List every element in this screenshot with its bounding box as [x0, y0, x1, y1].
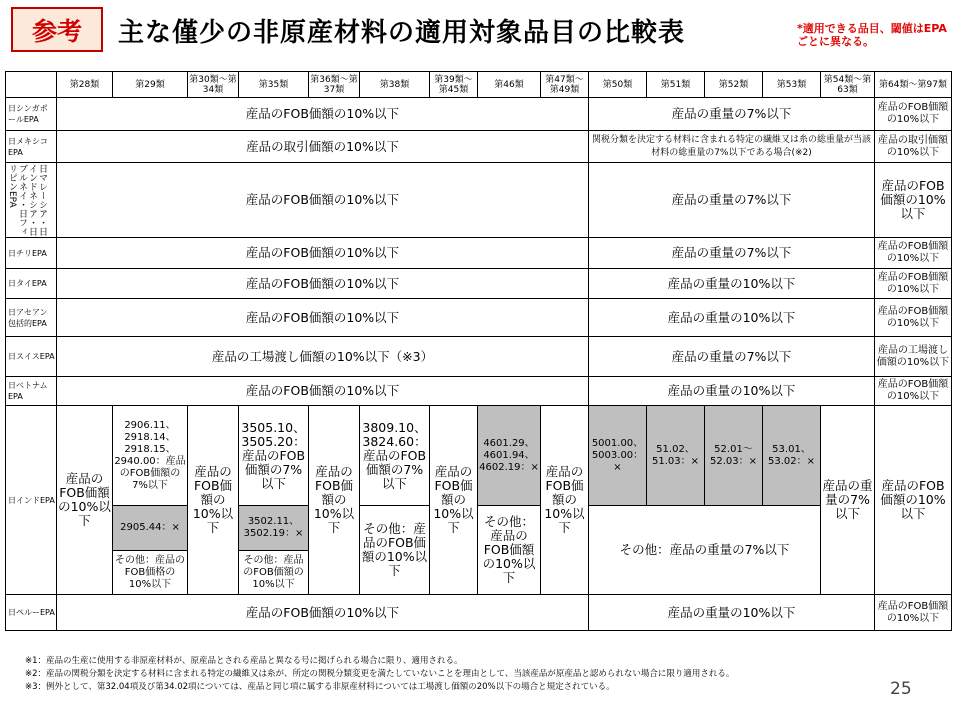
row-label: 日シンガポールEPA: [6, 98, 57, 131]
page-number: 25: [890, 679, 912, 699]
rule-cell-64: 産品のFOB価額の10%以下: [875, 406, 952, 595]
rule-cell: 産品のFOB価額の10%以下: [57, 163, 589, 238]
rule-cell: 産品のFOB価額の10%以下: [875, 98, 952, 131]
rule-cell: 産品の重量の10%以下: [589, 269, 875, 299]
header-cell: 第36類～第37類: [309, 72, 360, 98]
header-cell: 第51類: [647, 72, 705, 98]
rule-cell: 産品のFOB価額の10%以下: [430, 406, 478, 595]
rule-cell-38-other: その他：産品のFOB価額の10%以下: [360, 506, 430, 595]
header-cell: 第38類: [360, 72, 430, 98]
rule-cell-38: 3809.10、3824.60：産品のFOB価額の7%以下: [360, 406, 430, 506]
header-cell: 第39類～第45類: [430, 72, 478, 98]
header-cell: 第50類: [589, 72, 647, 98]
header-cell: 第46類: [478, 72, 541, 98]
table-row: [6, 98, 952, 131]
row-label: 日アセアン包括的EPA: [6, 299, 57, 337]
rule-cell: 産品の工場渡し価額の10%以下: [875, 337, 952, 377]
rule-cell: 産品のFOB価額の10%以下: [875, 238, 952, 269]
header-row: [6, 72, 952, 98]
page-title: 主な僅少の非原産材料の適用対象品目の比較表: [118, 18, 686, 48]
rule-cell: 産品の重量の7%以下: [589, 337, 875, 377]
corner-cell: [6, 72, 57, 98]
row-label: 日スイスEPA: [6, 337, 57, 377]
table-row: [6, 595, 952, 631]
rule-cell-51: 51.02、51.03：×: [647, 406, 705, 506]
rule-cell: 産品のFOB価額の10%以下: [875, 163, 952, 238]
table-row: [6, 377, 952, 406]
india-row-2: [6, 506, 952, 551]
header-cell: 第28類: [57, 72, 113, 98]
table-row: [6, 337, 952, 377]
rule-cell: 関税分類を決定する材料に含まれる特定の繊維又は糸の総重量が当該材料の総重量の7%以下である場合(※2): [589, 131, 875, 163]
row-label: 日インドEPA: [6, 406, 57, 595]
header-cell: 第54類～第63類: [821, 72, 875, 98]
rule-cell: 産品のFOB価額の10%以下: [57, 377, 589, 406]
rule-cell-52: 52.01～52.03：×: [705, 406, 763, 506]
rule-cell-29: 2906.11、2918.14、2918.15、2940.00：産品のFOB価額の7%以下: [113, 406, 188, 506]
rule-cell: 産品のFOB価額の10%以下: [875, 299, 952, 337]
rule-cell: 産品のFOB価額の10%以下: [875, 269, 952, 299]
reference-badge: 参考: [11, 7, 103, 52]
header-cell: 第64類～第97類: [875, 72, 952, 98]
rule-cell: 産品のFOB価額の10%以下: [57, 595, 589, 631]
footnote: ※3：例外として、第32.04項及び第34.02項については、産品と同じ項に属する非原産材料については工場渡し価額の20%以下の場合と規定されている。: [25, 682, 615, 692]
rule-cell: 産品の重量の10%以下: [589, 595, 875, 631]
rule-cell-35-other: その他：産品のFOB価額の10%以下: [239, 551, 309, 595]
rule-cell: 産品の取引価額の10%以下: [875, 131, 952, 163]
table-row: [6, 269, 952, 299]
rule-cell-35-excluded: 3502.11、3502.19：×: [239, 506, 309, 551]
table-row: [6, 131, 952, 163]
rule-cell: 産品のFOB価額の10%以下: [57, 269, 589, 299]
table-row: [6, 238, 952, 269]
row-label: [6, 163, 57, 238]
footnote: ※1：産品の生産に使用する非原産材料が、原産品とされる産品と異なる号に掲げられる場合に限り、適用される。: [25, 656, 463, 666]
rule-cell: 産品のFOB価額の10%以下: [57, 98, 589, 131]
rule-cell: 産品の重量の10%以下: [589, 299, 875, 337]
rule-cell-54: 産品の重量の7%以下: [821, 406, 875, 595]
rule-cell-46: 4601.29、4601.94、4602.19：×: [478, 406, 541, 506]
row-label: 日チリEPA: [6, 238, 57, 269]
rule-cell-46-other: その他：産品のFOB価額の10%以下: [478, 506, 541, 595]
row-label: 日メキシコEPA: [6, 131, 57, 163]
rule-cell: 産品のFOB価額の10%以下: [57, 299, 589, 337]
rule-cell: 産品の取引価額の10%以下: [57, 131, 589, 163]
rule-cell: 産品の重量の10%以下: [589, 377, 875, 406]
header-cell: 第53類: [763, 72, 821, 98]
rule-cell: 産品のFOB価額の10%以下: [57, 238, 589, 269]
row-label-text: 日マレーシア・日インドネシア・日ブルネイ・日フィリピンEPA: [7, 164, 47, 236]
header-cell: 第29類: [113, 72, 188, 98]
comparison-table: [5, 71, 952, 631]
row-label: 日タイEPA: [6, 269, 57, 299]
rule-cell-29-excluded: 2905.44：×: [113, 506, 188, 551]
rule-cell: 産品のFOB価額の10%以下: [541, 406, 589, 595]
header-cell: 第30類～第34類: [188, 72, 239, 98]
row-label: 日ベトナムEPA: [6, 377, 57, 406]
footnote: ※2：産品の関税分類を決定する材料に含まれる特定の繊維又は糸が、所定の関税分類変更を満たしていないことを理由として、当該産品が原産品と認められない場合に限り適用される。: [25, 669, 735, 679]
rule-cell: 産品のFOB価額の10%以下: [188, 406, 239, 595]
header-cell: 第47類～第49類: [541, 72, 589, 98]
header-cell: 第35類: [239, 72, 309, 98]
rule-cell-35: 3505.10、3505.20：産品のFOB価額の7%以下: [239, 406, 309, 506]
row-label: 日ペルーEPA: [6, 595, 57, 631]
rule-cell: 産品のFOB価額の10%以下: [309, 406, 360, 595]
rule-cell: 産品のFOB価額の10%以下: [57, 406, 113, 595]
table-row: [6, 299, 952, 337]
india-row-1: [6, 406, 952, 506]
rule-cell: 産品の工場渡し価額の10%以下（※3）: [57, 337, 589, 377]
rule-cell: 産品のFOB価額の10%以下: [875, 377, 952, 406]
rule-cell-53: 53.01、53.02：×: [763, 406, 821, 506]
rule-cell-textile-other: その他：産品の重量の7%以下: [589, 506, 821, 595]
rule-cell: 産品の重量の7%以下: [589, 163, 875, 238]
applicability-note: *適用できる品目、閾値はEPAごとに異なる。: [797, 22, 947, 48]
rule-cell: 産品の重量の7%以下: [589, 98, 875, 131]
rule-cell: 産品の重量の7%以下: [589, 238, 875, 269]
rule-cell-29-other: その他：産品のFOB価格の10%以下: [113, 551, 188, 595]
table-row: [6, 163, 952, 238]
rule-cell-50: 5001.00、5003.00：×: [589, 406, 647, 506]
rule-cell: 産品のFOB価額の10%以下: [875, 595, 952, 631]
header-cell: 第52類: [705, 72, 763, 98]
